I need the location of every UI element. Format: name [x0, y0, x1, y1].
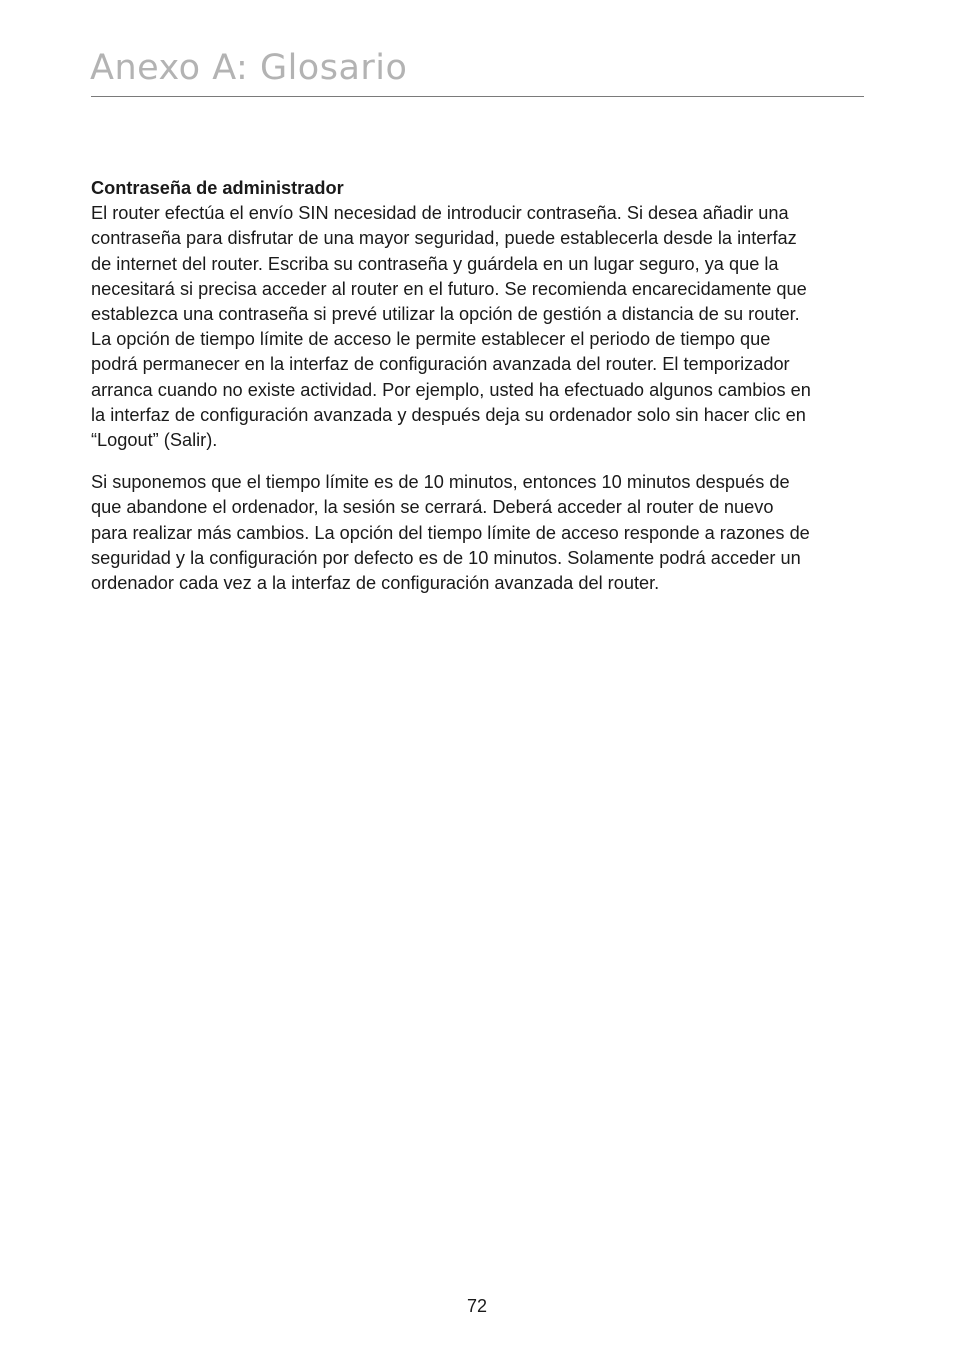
section-heading: Contraseña de administrador: [91, 178, 344, 198]
text-line: que abandone el ordenador, la sesión se cerrará. Deberá acceder al router de nuevo: [91, 497, 774, 518]
page-number: 72: [466, 1296, 488, 1316]
text-line: La opción de tiempo límite de acceso le permite establecer el periodo de tiempo que: [91, 329, 771, 350]
text-line: establezca una contraseña si prevé utilizar la opción de gestión a distancia de su router.: [91, 304, 800, 325]
paragraph-timeout: [91, 470, 891, 596]
text-line: arranca cuando no existe actividad. Por ejemplo, usted ha efectuado algunos cambios en: [91, 379, 811, 400]
page-title: Anexo A: Glosario: [90, 48, 408, 88]
text-line: seguridad y la configuración por defecto es de 10 minutos. Solamente podrá acceder un: [91, 547, 801, 568]
text-line: de internet del router. Escriba su contraseña y guárdela en un lugar seguro, ya que la: [91, 253, 779, 274]
text-line: podrá permanecer en la interfaz de configuración avanzada del router. El temporizador: [91, 354, 790, 375]
text-line: “Logout” (Salir).: [91, 430, 218, 451]
text-line: ordenador cada vez a la interfaz de configuración avanzada del router.: [91, 573, 660, 594]
text-line: la interfaz de configuración avanzada y después deja su ordenador solo sin hacer clic en: [91, 404, 806, 425]
text-line: Si suponemos que el tiempo límite es de 10 minutos, entonces 10 minutos después de: [91, 472, 790, 493]
text-line: contraseña para disfrutar de una mayor seguridad, puede establecerla desde la interfaz: [91, 228, 797, 249]
text-line: para realizar más cambios. La opción del tiempo límite de acceso responde a razones de: [91, 522, 810, 543]
paragraph-admin-password: [91, 201, 891, 453]
text-line: necesitará si precisa acceder al router en el futuro. Se recomienda encarecidamente que: [91, 278, 807, 299]
text-line: El router efectúa el envío SIN necesidad de introducir contraseña. Si desea añadir una: [91, 203, 789, 224]
title-divider: [91, 96, 864, 97]
glossary-content: [91, 176, 891, 596]
